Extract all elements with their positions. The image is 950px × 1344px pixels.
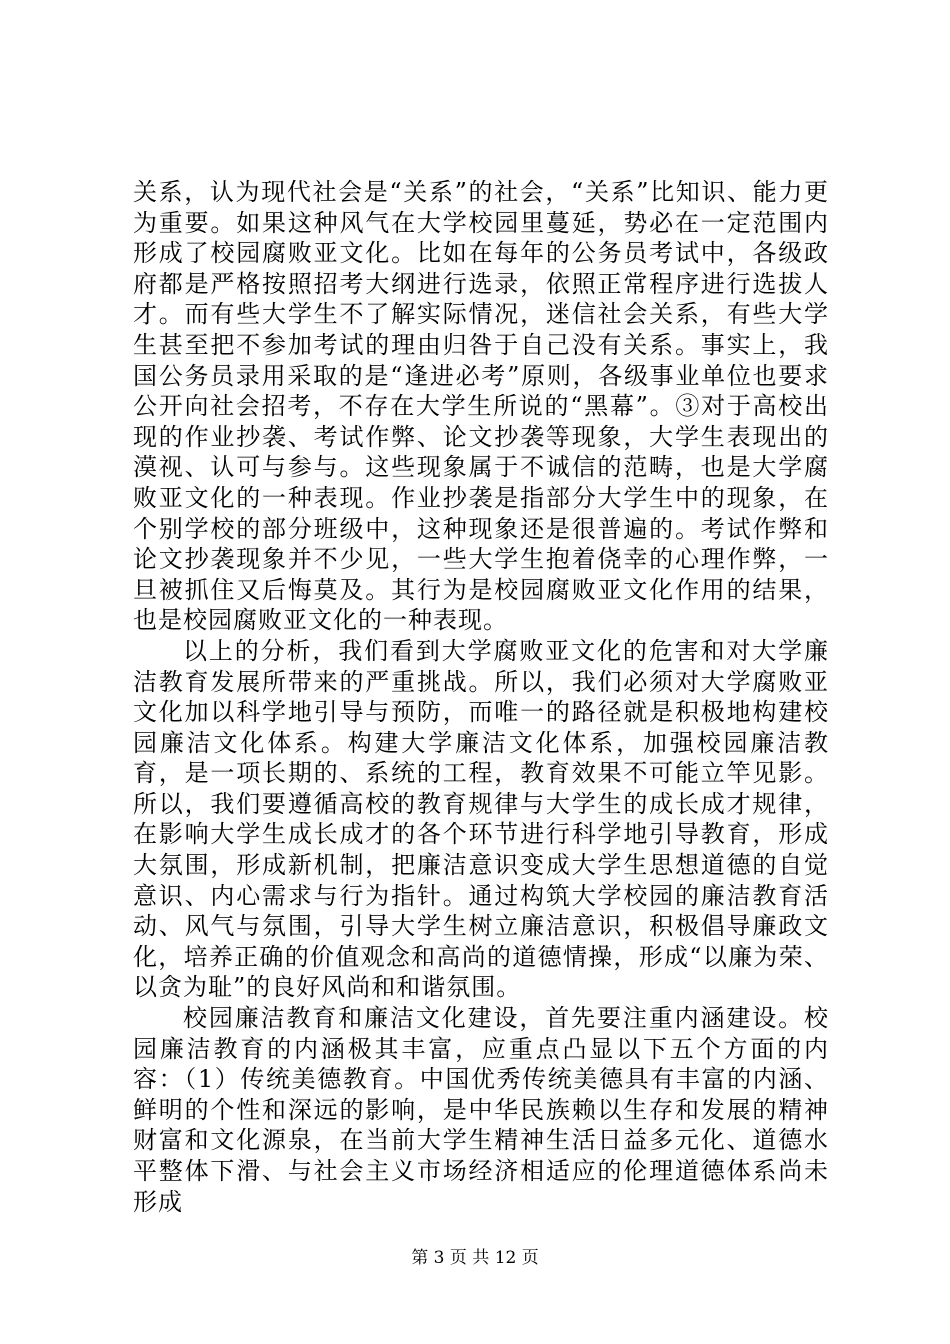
page-footer: 第 3 页 共 12 页 <box>411 1248 539 1268</box>
document-body <box>133 177 829 1217</box>
paragraph-1: 关系，认为现代社会是“关系”的社会，“关系”比知识、能力更为重要。如果这种风气在大学校园里蔓延，势必在一定范围内形成了校园腐败亚文化。比如在每年的公务员考试中，各级政府都是严格按照招考大纲进行选录，依照正常程序进行选拔人才。而有些大学生不了解实际情况，迷信社会关系，有些大学生甚至把不参加考试的理由归咎于自己没有关系。事实上，我国公务员录用采取的是“逢进必考”原则，各级事业单位也要求公开向社会招考，不存在大学生所说的“黑幕”。③对于高校出现的作业抄袭、考试作弊、论文抄袭等现象，大学生表现出的漠视、认可与参与。这些现象属于不诚信的范畴，也是大学腐败亚文化的一种表现。作业抄袭是指部分大学生中的现象，在个别学校的部分班级中，这种现象还是很普遍的。考试作弊和论文抄袭现象并不少见，一些大学生抱着侥幸的心理作弊，一旦被抓住又后悔莫及。其行为是校园腐败亚文化作用的结果，也是校园腐败亚文化的一种表现。 <box>133 178 829 635</box>
paragraph-2: 以上的分析，我们看到大学腐败亚文化的危害和对大学廉洁教育发展所带来的严重挑战。所以，我们必须对大学腐败亚文化加以科学地引导与预防，而唯一的路径就是积极地构建校园廉洁文化体系。构建大学廉洁文化体系，加强校园廉洁教育，是一项长期的、系统的工程，教育效果不可能立竿见影。所以，我们要遵循高校的教育规律与大学生的成长成才规律，在影响大学生成长成才的各个环节进行科学地引导教育，形成大氛围，形成新机制，把廉洁意识变成大学生思想道德的自觉意识、内心需求与行为指针。通过构筑大学校园的廉洁教育活动、风气与氛围，引导大学生树立廉洁意识，积极倡导廉政文化，培养正确的价值观念和高尚的道德情操，形成“以廉为荣、以贪为耻”的良好风尚和和谐氛围。 <box>133 636 829 1002</box>
paragraph-3: 校园廉洁教育和廉洁文化建设，首先要注重内涵建设。校园廉洁教育的内涵极其丰富，应重点凸显以下五个方面的内容：（1）传统美德教育。中国优秀传统美德具有丰富的内涵、鲜明的个性和深远的影响，是中华民族赖以生存和发展的精神财富和文化源泉，在当前大学生精神生活日益多元化、道德水平整体下滑、与社会主义市场经济相适应的伦理道德体系尚未形成 <box>133 1004 829 1216</box>
